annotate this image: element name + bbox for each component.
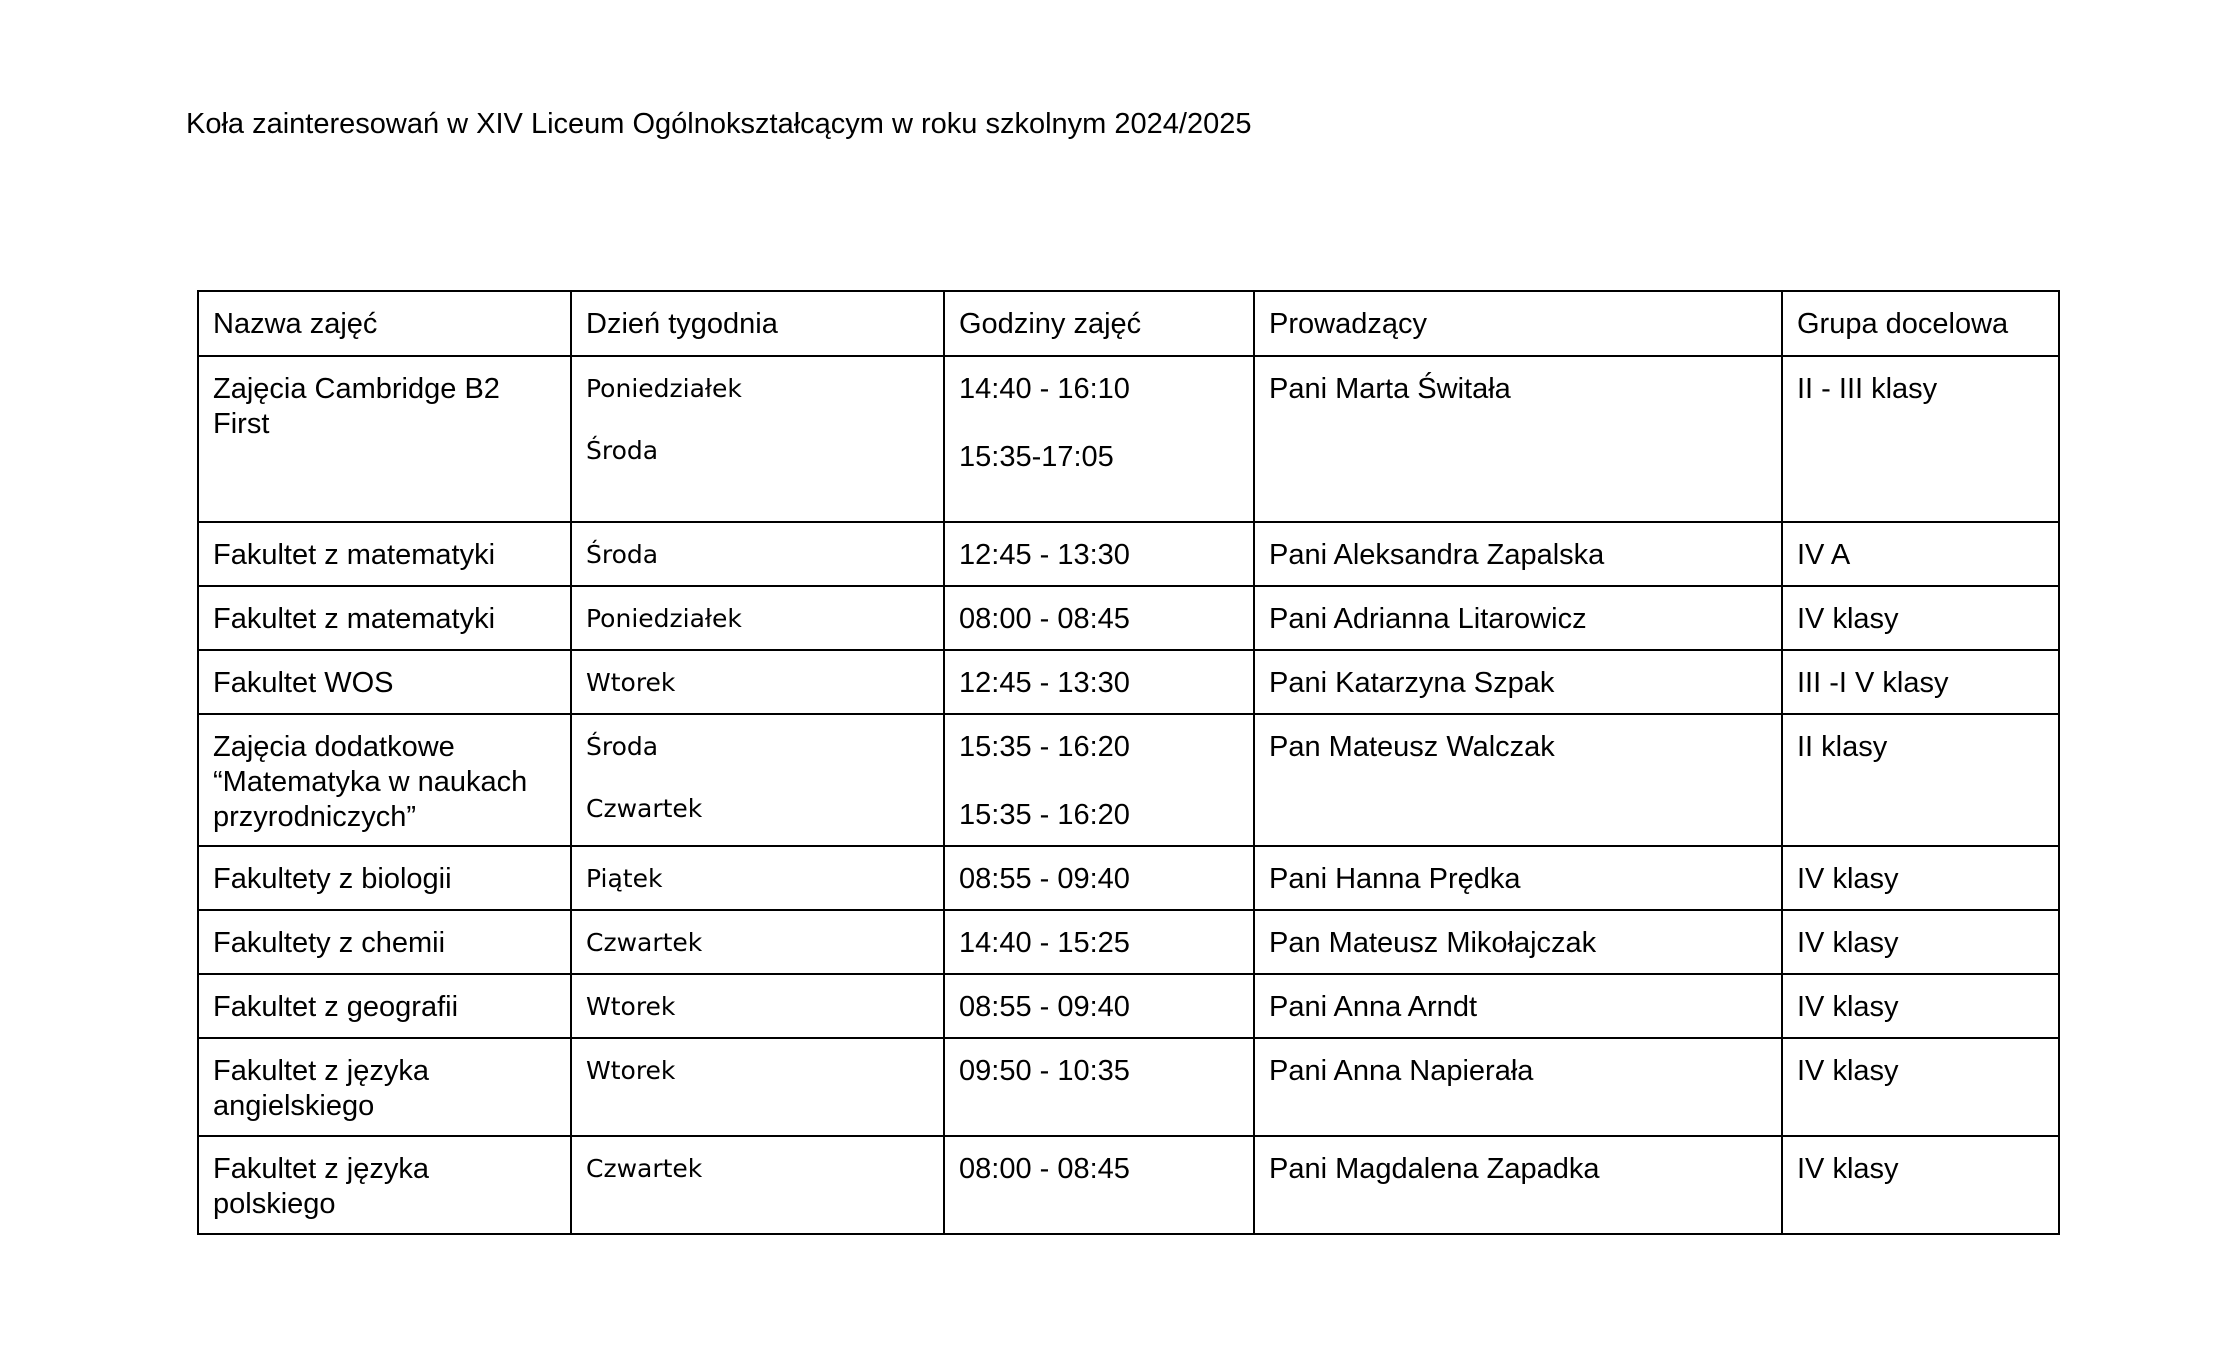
hours-value: 08:00 - 08:45 [959, 1153, 1130, 1185]
table-row [198, 910, 2059, 974]
hours-value: 12:45 - 13:30 [959, 667, 1130, 699]
cell-name: Fakultety z chemii [198, 910, 571, 974]
cell-day [571, 1038, 944, 1136]
table-row [198, 650, 2059, 714]
cell-teacher: Pani Adrianna Litarowicz [1254, 586, 1782, 650]
cell-day [571, 356, 944, 522]
cell-name: Zajęcia dodatkowe “Matematyka w naukach przyrodniczych” [198, 714, 571, 846]
hours-value: 14:40 - 16:10 [959, 373, 1130, 405]
table-header-row [198, 291, 2059, 356]
hours-value: 15:35-17:05 [959, 441, 1114, 473]
document-title: Koła zainteresowań w XIV Liceum Ogólnokształcącym w roku szkolnym 2024/2025 [186, 108, 1252, 140]
header-cell-group: Grupa docelowa [1782, 291, 2059, 356]
cell-group: IV klasy [1782, 910, 2059, 974]
cell-group: IV klasy [1782, 1136, 2059, 1234]
table-row [198, 974, 2059, 1038]
day-value: Wtorek [586, 992, 676, 1021]
cell-day [571, 910, 944, 974]
header-cell-teacher: Prowadzący [1254, 291, 1782, 356]
cell-day [571, 714, 944, 846]
cell-group: IV klasy [1782, 586, 2059, 650]
day-value: Wtorek [586, 1056, 676, 1085]
cell-name: Fakultety z biologii [198, 846, 571, 910]
day-value: Środa [586, 436, 659, 465]
cell-group: IV klasy [1782, 974, 2059, 1038]
day-value: Wtorek [586, 668, 676, 697]
cell-day [571, 974, 944, 1038]
cell-name: Fakultet z matematyki [198, 522, 571, 586]
cell-teacher: Pani Anna Arndt [1254, 974, 1782, 1038]
day-value: Czwartek [586, 1154, 703, 1183]
cell-teacher: Pani Anna Napierała [1254, 1038, 1782, 1136]
day-value: Poniedziałek [586, 374, 742, 403]
cell-name: Zajęcia Cambridge B2 First [198, 356, 571, 522]
header-cell-hours: Godziny zajęć [944, 291, 1254, 356]
cell-group: II - III klasy [1782, 356, 2059, 522]
day-value: Piątek [586, 864, 663, 893]
hours-value: 12:45 - 13:30 [959, 539, 1130, 571]
cell-name: Fakultet z geografii [198, 974, 571, 1038]
cell-hours [944, 974, 1254, 1038]
cell-day [571, 1136, 944, 1234]
cell-day [571, 586, 944, 650]
cell-hours [944, 356, 1254, 522]
cell-day [571, 846, 944, 910]
table-row [198, 586, 2059, 650]
cell-day [571, 522, 944, 586]
table-row [198, 846, 2059, 910]
cell-teacher: Pani Aleksandra Zapalska [1254, 522, 1782, 586]
cell-teacher: Pani Magdalena Zapadka [1254, 1136, 1782, 1234]
table-row [198, 714, 2059, 846]
cell-teacher: Pani Marta Świtała [1254, 356, 1782, 522]
cell-hours [944, 714, 1254, 846]
hours-value: 08:55 - 09:40 [959, 991, 1130, 1023]
cell-name: Fakultet z języka angielskiego [198, 1038, 571, 1136]
schedule-table [197, 290, 2060, 1235]
cell-teacher: Pani Katarzyna Szpak [1254, 650, 1782, 714]
header-cell-name: Nazwa zajęć [198, 291, 571, 356]
cell-hours [944, 586, 1254, 650]
table-row [198, 356, 2059, 522]
hours-value: 15:35 - 16:20 [959, 731, 1130, 763]
table-row [198, 1136, 2059, 1234]
cell-hours [944, 522, 1254, 586]
cell-group: IV klasy [1782, 1038, 2059, 1136]
cell-hours [944, 1038, 1254, 1136]
day-value: Poniedziałek [586, 604, 742, 633]
hours-value: 08:00 - 08:45 [959, 603, 1130, 635]
hours-value: 09:50 - 10:35 [959, 1055, 1130, 1087]
cell-teacher: Pan Mateusz Walczak [1254, 714, 1782, 846]
cell-name: Fakultet z języka polskiego [198, 1136, 571, 1234]
cell-group: II klasy [1782, 714, 2059, 846]
day-value: Czwartek [586, 794, 703, 823]
header-cell-day: Dzień tygodnia [571, 291, 944, 356]
hours-value: 14:40 - 15:25 [959, 927, 1130, 959]
cell-group: III -I V klasy [1782, 650, 2059, 714]
cell-name: Fakultet z matematyki [198, 586, 571, 650]
table-row [198, 1038, 2059, 1136]
day-value: Czwartek [586, 928, 703, 957]
hours-value: 15:35 - 16:20 [959, 799, 1130, 831]
cell-day [571, 650, 944, 714]
day-value: Środa [586, 540, 659, 569]
cell-name: Fakultet WOS [198, 650, 571, 714]
cell-group: IV A [1782, 522, 2059, 586]
cell-hours [944, 650, 1254, 714]
cell-group: IV klasy [1782, 846, 2059, 910]
table-row [198, 522, 2059, 586]
hours-value: 08:55 - 09:40 [959, 863, 1130, 895]
cell-hours [944, 910, 1254, 974]
cell-hours [944, 846, 1254, 910]
cell-hours [944, 1136, 1254, 1234]
day-value: Środa [586, 732, 659, 761]
cell-teacher: Pan Mateusz Mikołajczak [1254, 910, 1782, 974]
cell-teacher: Pani Hanna Prędka [1254, 846, 1782, 910]
